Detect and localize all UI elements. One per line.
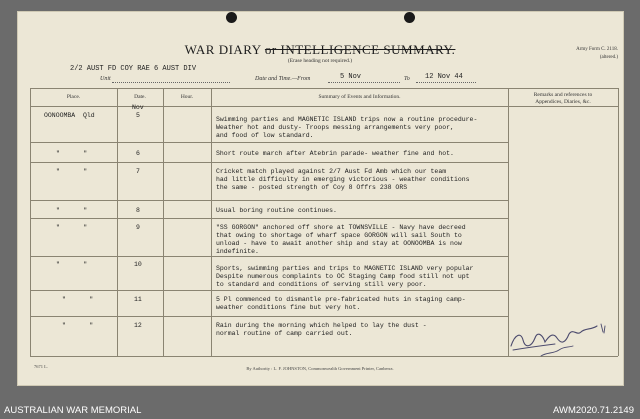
to-label: To: [404, 76, 410, 82]
row-separator: [30, 200, 508, 201]
entry-place: " ": [62, 322, 94, 329]
date-to-underline: [416, 82, 476, 83]
date-to: 12 Nov 44: [425, 73, 463, 81]
col-rule-5: [618, 88, 619, 356]
entry-summary: "SS GORGON" anchored off shore at TOWNSVILLE - Navy have decreed that owing to shortage of wharf space GORGON will sail South to unload - have to await another ship and stay at OONOOMBA is now indefinite.: [216, 224, 466, 255]
punch-hole-left: [226, 12, 237, 23]
unit-underline: [112, 82, 230, 83]
col-header-date: Date.: [134, 94, 146, 100]
title-subtitle: (Erase heading not required.): [287, 58, 353, 64]
header-bottom-rule: [30, 106, 618, 107]
form-reference-1: Army Form C. 2118.: [576, 47, 618, 52]
entry-place: " ": [56, 150, 88, 157]
entry-place: " ": [56, 224, 88, 231]
row-separator: [30, 162, 508, 163]
entry-date-month: Nov: [132, 104, 144, 111]
unit-value: 2/2 AUST FD COY RAE 6 AUST DIV: [70, 65, 197, 73]
row-separator: [30, 290, 508, 291]
title-main: WAR DIARY: [184, 42, 262, 57]
row-separator: [30, 316, 508, 317]
credit-accession-number: AWM2020.71.2149: [553, 405, 634, 416]
col-header-hour: Hour.: [180, 94, 194, 100]
entry-date: 8: [136, 207, 140, 214]
col-header-remarks: [508, 92, 618, 106]
entry-summary: Usual boring routine continues.: [216, 207, 337, 214]
page-title: [0, 42, 640, 58]
col-header-summary: Summary of Events and Information.: [318, 94, 401, 100]
entry-summary: Cricket match played against 2/7 Aust Fd Amb which our team had little difficulty in emerging victorious - weather conditions the same - posted strength of Coy 8 Offrs 238 ORS: [216, 168, 470, 191]
printer-authority: By Authority : L. F. JOHNSTON, Commonwealth Government Printer, Canberra.: [246, 366, 394, 371]
entry-summary: Short route march after Atebrin parade- weather fine and hot.: [216, 150, 454, 157]
unit-label: Unit: [100, 76, 111, 82]
entry-date: 12: [134, 322, 142, 329]
row-separator: [30, 218, 508, 219]
form-reference: [548, 46, 618, 62]
col-header-place: Place.: [66, 94, 81, 100]
date-label: Date and Time.—From: [255, 76, 311, 82]
entry-summary: 5 Pl commenced to dismantle pre-fabricated huts in staging camp- weather conditions fine but very hot.: [216, 296, 466, 311]
table-top-rule: [30, 88, 618, 89]
credit-institution: AUSTRALIAN WAR MEMORIAL: [4, 405, 142, 416]
entry-summary: Sports, swimming parties and trips to MAGNETIC ISLAND very popular Despite numerous complaints to OC Staging Camp food still not upt to standard and conditions of serving still very poor.: [216, 265, 474, 288]
row-separator: [30, 142, 508, 143]
punch-hole-right: [404, 12, 415, 23]
entry-date: 11: [134, 296, 142, 303]
col-header-remarks-1: Remarks and references to: [533, 92, 593, 98]
entry-date: 5: [136, 112, 140, 119]
entry-date: 6: [136, 150, 140, 157]
signature-stamp: [505, 318, 615, 358]
date-from: 5 Nov: [340, 73, 362, 81]
entry-summary: Swimming parties and MAGNETIC ISLAND trips now a routine procedure- Weather hot and dusty- Troops messing arrangements very poor, and food of low standard.: [216, 116, 478, 139]
entry-date: 10: [134, 261, 142, 268]
entry-place: " ": [56, 261, 88, 268]
entry-date: 9: [136, 224, 140, 231]
entry-place: " ": [56, 168, 88, 175]
date-from-underline: [328, 82, 400, 83]
form-code: 7671 L.: [34, 364, 48, 369]
entry-date: 7: [136, 168, 140, 175]
entry-place: " ": [62, 296, 94, 303]
col-rule-4: [508, 88, 509, 356]
entry-summary: Rain during the morning which helped to lay the dust - normal routine of camp carried out.: [216, 322, 427, 337]
entry-place: " ": [56, 207, 88, 214]
entry-place: OONOOMBA Qld: [44, 112, 95, 119]
form-reference-2: (altered.): [599, 55, 618, 60]
title-struck: or INTELLIGENCE SUMMARY.: [264, 42, 456, 57]
row-separator: [30, 256, 508, 257]
col-header-remarks-2: Appendices, Diaries, &c.: [535, 99, 591, 105]
